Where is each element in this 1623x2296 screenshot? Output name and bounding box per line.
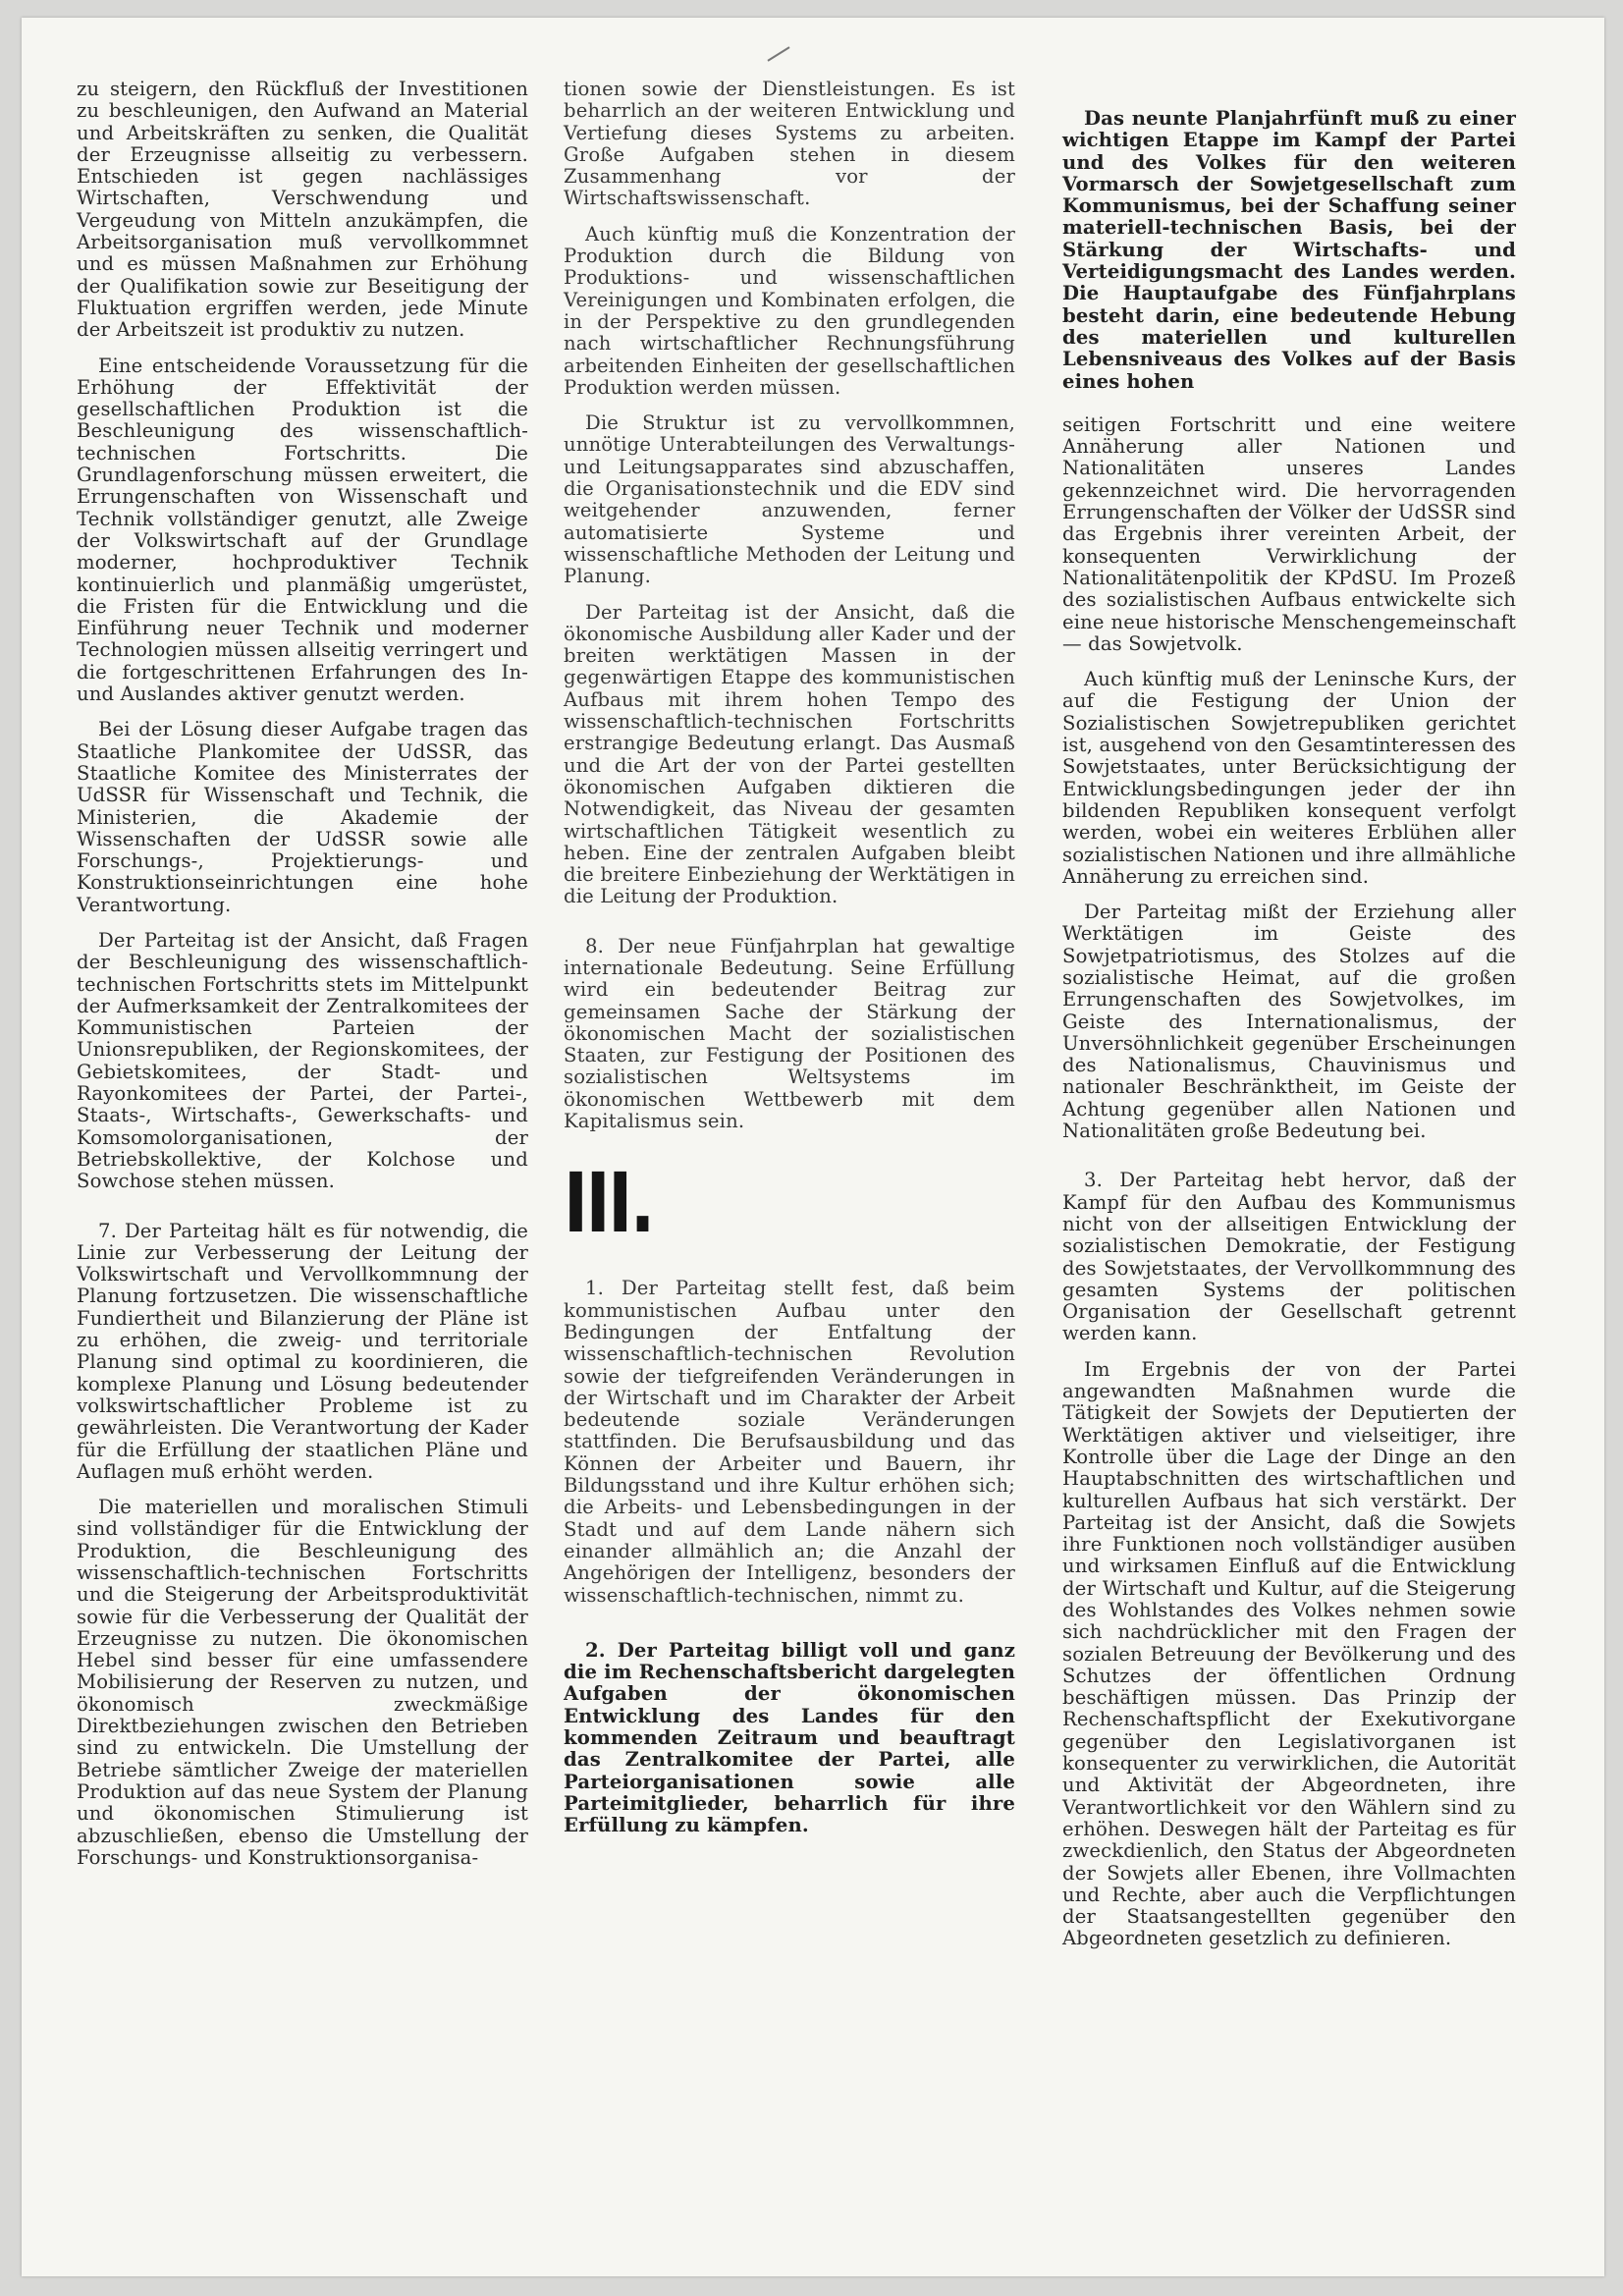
column-middle [564,79,1015,1850]
paragraph-point-3: 3. Der Parteitag hebt hervor, daß der Kampf für den Aufbau des Kommunismus nicht von der allseitigen Entwicklung der sozialistischen Demokratie, der Festigung des Sowjetstaates, der Vervollkommnung des gesamten Systems der politischen Organisation der Gesellschaft getrennt werden kann. [1062,1169,1516,1345]
section-heading: III. [564,1155,653,1252]
paragraph-point-7: 7. Der Parteitag hält es für notwendig, die Linie zur Verbesserung der Leitung der Volkswirtschaft und Vervollkommnung der Planung fortzusetzen. Die wissenschaftliche Fundiertheit und Bilanzierung der Pläne ist zu erhöhen, die zweig- und territoriale Planung sind optimal zu koordinieren, die komplexe Planung und Lösung bedeutender volkswirtschaftlicher Probleme ist zu gewährleisten. Die Verantwortung der Kader für die Erfüllung der staatlichen Pläne und Auflagen muß erhöht werden. [77,1219,528,1483]
paragraph: zu steigern, den Rückfluß der Investitionen zu beschleunigen, den Aufwand an Material und Arbeitskräften zu senken, die Qualität der Erzeugnisse allseitig zu verbessern. Entschieden ist gegen nachlässiges Wirtschaften, Verschwendung und Vergeudung von Mitteln anzukämpfen, die Arbeitsorganisation muß vervollkommnet und es müssen Maßnahmen zur Erhöhung der Qualifikation sowie zur Beseitigung der Fluktuation ergriffen werden, jede Minute der Arbeitszeit ist produktiv zu nutzen. [77,78,528,342]
paragraph: Der Parteitag mißt der Erziehung aller Werktätigen im Geiste des Sowjetpatriotismus, des Stolzes auf die sozialistische Heimat, auf die großen Errungenschaften des Sowjetvolkes, im Geiste des Internationalismus, der Unversöhnlichkeit gegenüber Erscheinungen des Nationalismus, Chauvinismus und nationaler Beschränktheit, im Geiste der Achtung gegenüber allen Nationen und Nationalitäten große Bedeutung bei. [1062,901,1516,1143]
paragraph: tionen sowie der Dienstleistungen. Es ist beharrlich an der weiteren Entwicklung und Vertiefung dieses Systems zu arbeiten. Große Aufgaben stehen in diesem Zusammenhang vor der Wirtschaftswissenschaft. [564,78,1015,210]
paragraph: seitigen Fortschritt und eine weitere Annäherung aller Nationen und Nationalitäten unseres Landes gekennzeichnet wird. Die hervorragenden Errungenschaften der Völker der UdSSR sind das Ergebnis ihrer vereinten Arbeit, der konsequenten Verwirklichung der Nationalitätenpolitik der KPdSU. Im Prozeß des sozialistischen Aufbaus entwickelte sich eine neue historische Menschengemeinschaft — das Sowjetvolk. [1062,412,1516,655]
paragraph: Auch künftig muß die Konzentration der Produktion durch die Bildung von Produktions- und wissenschaftlichen Vereinigungen und Kombinaten erfolgen, die in der Perspektive zu den grundlegenden nach wirtschaftlicher Rechnungsführung arbeitenden Einheiten der gesellschaftlichen Produktion werden müssen. [564,222,1015,399]
paragraph: Die Struktur ist zu vervollkommnen, unnötige Unterabteilungen des Verwaltungs- und Leitungsapparates sind abzuschaffen, die Organisationstechnik und die EDV sind weitgehender anzuwenden, ferner automatisierte Systeme und wissenschaftliche Methoden der Leitung und Planung. [564,411,1015,588]
paragraph: Bei der Lösung dieser Aufgabe tragen das Staatliche Plankomitee der UdSSR, das Staatliche Komitee des Ministerrates der UdSSR für Wissenschaft und Technik, die Ministerien, die Akademie der Wissenschaften der UdSSR sowie alle Forschungs-, Projektierungs- und Konstruktionseinrichtungen eine hohe Verantwortung. [77,718,528,916]
paragraph-point-2: 2. Der Parteitag billigt voll und ganz die im Rechenschaftsbericht dargelegten Aufgaben der ökonomischen Entwicklung des Landes für den kommenden Zeitraum und beauftragt das Zentralkomitee der Partei, alle Parteiorganisationen sowie alle Parteimitglieder, beharrlich für ihre Erfüllung zu kämpfen. [564,1638,1015,1837]
paragraph: Der Parteitag ist der Ansicht, daß Fragen der Beschleunigung des wissenschaftlich-technischen Fortschritts stets im Mittelpunkt der Aufmerksamkeit der Zentralkomitees der Kommunistischen Parteien der Unionsrepubliken, der Regionskomitees, der Gebietskomitees, der Stadt- und Rayonkomitees der Partei, der Partei-, Staats-, Wirtschafts-, Gewerkschafts- und Komsomolorganisationen, der Betriebskollektive, der Kolchose und Sowchose stehen müssen. [77,928,528,1193]
intro-paragraph: Das neunte Planjahrfünft muß zu einer wichtigen Etappe im Kampf der Partei und des Volkes für den weiteren Vormarsch der Sowjetgesellschaft zum Kommunismus, bei der Schaffung seiner materiell-technischen Basis, bei der Stärkung der Wirtschafts- und Verteidigungsmacht des Landes werden. Die Hauptaufgabe des Fünfjahrplans besteht darin, eine bedeutende Hebung des materiellen und kulturellen Lebensniveaus des Volkes auf der Basis eines hohen [1062,107,1516,393]
paragraph: Auch künftig muß der Leninsche Kurs, der auf die Festigung der Union der Sozialistischen Sowjetrepubliken gerichtet ist, ausgehend von den Gesamtinteressen des Sowjetstaates, unter Berücksichtigung der Entwicklungsbedingungen jeder der ihn bildenden Republiken konsequent verfolgt werden, wobei ein weiteres Erblühen aller sozialistischen Nationen und ihre allmähliche Annäherung zu erreichen sind. [1062,668,1516,888]
paragraph-point-1: 1. Der Parteitag stellt fest, daß beim kommunistischen Aufbau unter den Bedingungen der Entfaltung der wissenschaftlich-technischen Revolution sowie der tiefgreifenden Veränderungen in der Wirtschaft und im Charakter der Arbeit bedeutende soziale Veränderungen stattfinden. Die Berufsausbildung und das Können der Arbeiter und Bauern, ihr Bildungsstand und ihre Kultur erhöhen sich; die Arbeits- und Lebensbedingungen in der Stadt und auf dem Lande nähern sich einander allmählich an; die Anzahl der Angehörigen der Intelligenz, besonders der wissenschaftlich-technischen, nimmt zu. [564,1277,1015,1607]
paragraph: Eine entscheidende Voraussetzung für die Erhöhung der Effektivität der gesellschaftlichen Produktion ist die Beschleunigung des wissenschaftlich-technischen Fortschritts. Die Grundlagenforschung müssen erweitert, die Errungenschaften von Wissenschaft und Technik vollständiger genutzt, alle Zweige der Volkswirtschaft auf der Grundlage moderner, hochproduktiver Technik kontinuierlich und planmäßig umgerüstet, die Fristen für die Entwicklung und die Einführung neuer Technik und moderner Technologien müssen allseitig verringert und die fortgeschrittenen Erfahrungen des In- und Auslandes aktiver genutzt werden. [77,354,528,706]
paragraph: Die materiellen und moralischen Stimuli sind vollständiger für die Entwicklung der Produktion, die Beschleunigung des wissenschaftlich-technischen Fortschritts und die Steigerung der Arbeitsproduktivität sowie für die Verbesserung der Qualität der Erzeugnisse zu nutzen. Die ökonomischen Hebel sind besser für eine umfassendere Mobilisierung der Reserven zu nutzen, und ökonomisch zweckmäßige Direktbeziehungen zwischen den Betrieben sind zu entwickeln. Die Umstellung der Betriebe sämtlicher Zweige der materiellen Produktion auf das neue System der Planung und ökonomischen Stimulierung ist abzuschließen, ebenso die Umstellung der Forschungs- und Konstruktionsorganisa- [77,1496,528,1869]
column-left [77,79,528,1883]
newspaper-page [22,18,1604,2276]
paragraph-point-8: 8. Der neue Fünfjahrplan hat gewaltige internationale Bedeutung. Seine Erfüllung wird ein bedeutender Beitrag zur gemeinsamen Sache der Stärkung der ökonomischen Macht der sozialistischen Staaten, zur Festigung der Positionen des sozialistischen Weltsystems im ökonomischen Wettbewerb mit dem Kapitalismus sein. [564,934,1015,1133]
paragraph: Der Parteitag ist der Ansicht, daß die ökonomische Ausbildung aller Kader und der breiten werktätigen Massen in der gegenwärtigen Etappe des kommunistischen Aufbaus mit ihrem hohen Tempo des wissenschaftlich-technischen Fortschritts erstrangige Bedeutung erlangt. Das Ausmaß und die Art der von der Partei gestellten ökonomischen Aufgaben diktieren die Notwendigkeit, das Niveau der gesamten wirtschaftlichen Tätigkeit wesentlich zu heben. Eine der zentralen Aufgaben bleibt die breitere Einbeziehung der Werktätigen in die Leitung der Produktion. [564,600,1015,908]
pen-mark [767,46,789,61]
column-right [1062,108,1516,1964]
paragraph: Im Ergebnis der von der Partei angewandten Maßnahmen wurde die Tätigkeit der Sowjets der Deputierten der Werktätigen aktiver und vielseitiger, ihre Kontrolle über die Lage der Dinge an den Hauptabschnitten des wirtschaftlichen und kulturellen Aufbaus hat sich verstärkt. Der Parteitag ist der Ansicht, daß die Sowjets ihre Funktionen noch vollständiger ausüben und wirksamen Einfluß auf die Entwicklung der Wirtschaft und Kultur, auf die Steigerung des Wohlstandes des Volkes nehmen sowie sich nachdrücklicher mit den Fragen der sozialen Betreuung der Bevölkerung und des Schutzes der öffentlichen Ordnung beschäftigen müssen. Das Prinzip der Rechenschaftspflicht der Exekutivorgane gegenüber den Legislativorganen ist konsequenter zu verwirklichen, die Autorität und Aktivität der Abgeordneten, ihre Verantwortlichkeit vor den Wählern sind zu erhöhen. Deswegen hält der Parteitag es für zweckdienlich, den Status der Abgeordneten der Sowjets aller Ebenen, ihre Vollmachten und Rechte, aber auch die Verpflichtungen der Staatsangestellten gegenüber den Abgeordneten gesetzlich zu definieren. [1062,1357,1516,1950]
